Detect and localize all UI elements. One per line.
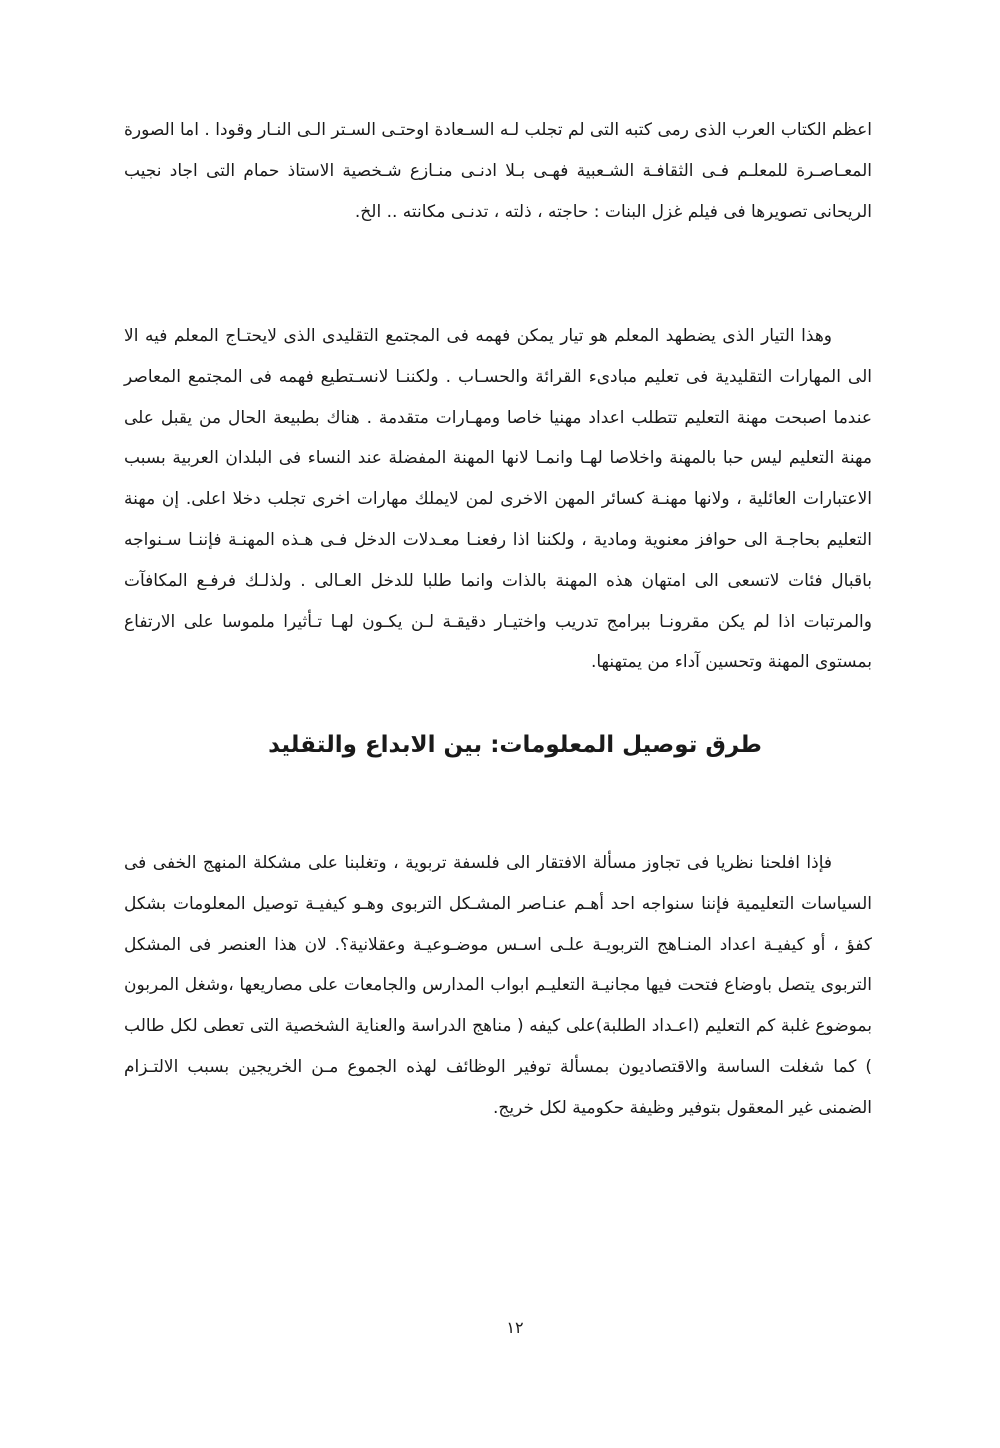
section-heading: طرق توصيل المعلومات: بين الابداع والتقليد xyxy=(268,732,762,758)
paragraph-teacher-profession xyxy=(124,316,872,683)
paragraph-text: فإذا افلحنا نظريا فى تجاوز مسألة الافتقار الى فلسفة تربوية ، وتغلبنا على مشكلة المنهج الخفى فى السياسات التعليمية فإننا سنواجه احد أهـم عنـاصر المشـكل التربوى وهـو كيفيـة توصيل المعلومات بشكل كفؤ ، أو كيفيـة اعداد المنـاهج التربويـة علـى اسـس موضـوعيـة وعقلانية؟. لان هذا العنصر فى المشكل التربوى يتصل باوضاع فتحت فيها مجانيـة التعليـم ابواب المدارس والجامعات على مصاريعها ،وشغل المربون بموضوع غلبة كم التعليم (اعـداد الطلبة)على كيفه ( مناهج الدراسة والعناية الشخصية التى تعطى لكل طالب ) كما شغلت الساسة والاقتصاديون بمسألة توفير الوظائف لهذه الجموع مـن الخريجين بسبب الالتـزام الضمنى غير المعقول بتوفير وظيفة حكومية لكل خريج. xyxy=(124,853,872,1118)
paragraph-text: اعظم الكتاب العرب الذى رمى كتبه التى لم تجلب لـه السـعادة اوحتـى السـتر الـى النـار وقودا . اما الصورة المعـاصـرة للمعلـم فـى الثقافـة الشـعبية فهـى بـلا ادنـى منـازع شـخصية الاستاذ حمام التى اجاد نجيب الريحانى تصويرها فى فيلم غزل البنات : حاجته ، ذلته ، تدنـى مكانته .. الخ. xyxy=(124,120,872,222)
paragraph-text: وهذا التيار الذى يضطهد المعلم هو تيار يمكن فهمه فى المجتمع التقليدى الذى لايحتـاج المعلم فيه الا الى المهارات التقليدية فى تعليم مبادىء القرائة والحسـاب . ولكننـا لانسـتطيع فهمه فى المجتمع المعاصر عندما اصبحت مهنة التعليم تتطلب اعداد مهنيا خاصا ومهـارات متقدمة . هناك بطبيعة الحال من يقبل على مهنة التعليم ليس حبا بالمهنة واخلاصا لهـا وانمـا لانها المهنة المفضلة عند النساء فى البلدان العربية بسبب الاعتبارات العائلية ، ولانها مهنـة كسائر المهن الاخرى لمن لايملك مهارات اخرى تجلب دخلا اعلى. إن مهنة التعليم بحاجـة الى حوافز معنوية ومادية ، ولكننا اذا رفعنـا معـدلات الدخل فـى هـذه المهنـة فإننـا سـنواجه باقبال فئات لاتسعى الى امتهان هذه المهنة بالذات وانما طلبا للدخل العـالى . ولذلـك فرفـع المكافآت والمرتبات اذا لم يكن مقرونـا ببرامج تدريب واختيـار دقيقـة لـن يكـون لهـا تـأثيرا ملموسا على الارتفاع بمستوى المهنة وتحسين آداء من يمتهنها. xyxy=(124,326,872,673)
page-number: ١٢ xyxy=(506,1318,524,1337)
paragraph-information-delivery xyxy=(124,843,872,1129)
paragraph-intro-continuation xyxy=(124,110,872,232)
